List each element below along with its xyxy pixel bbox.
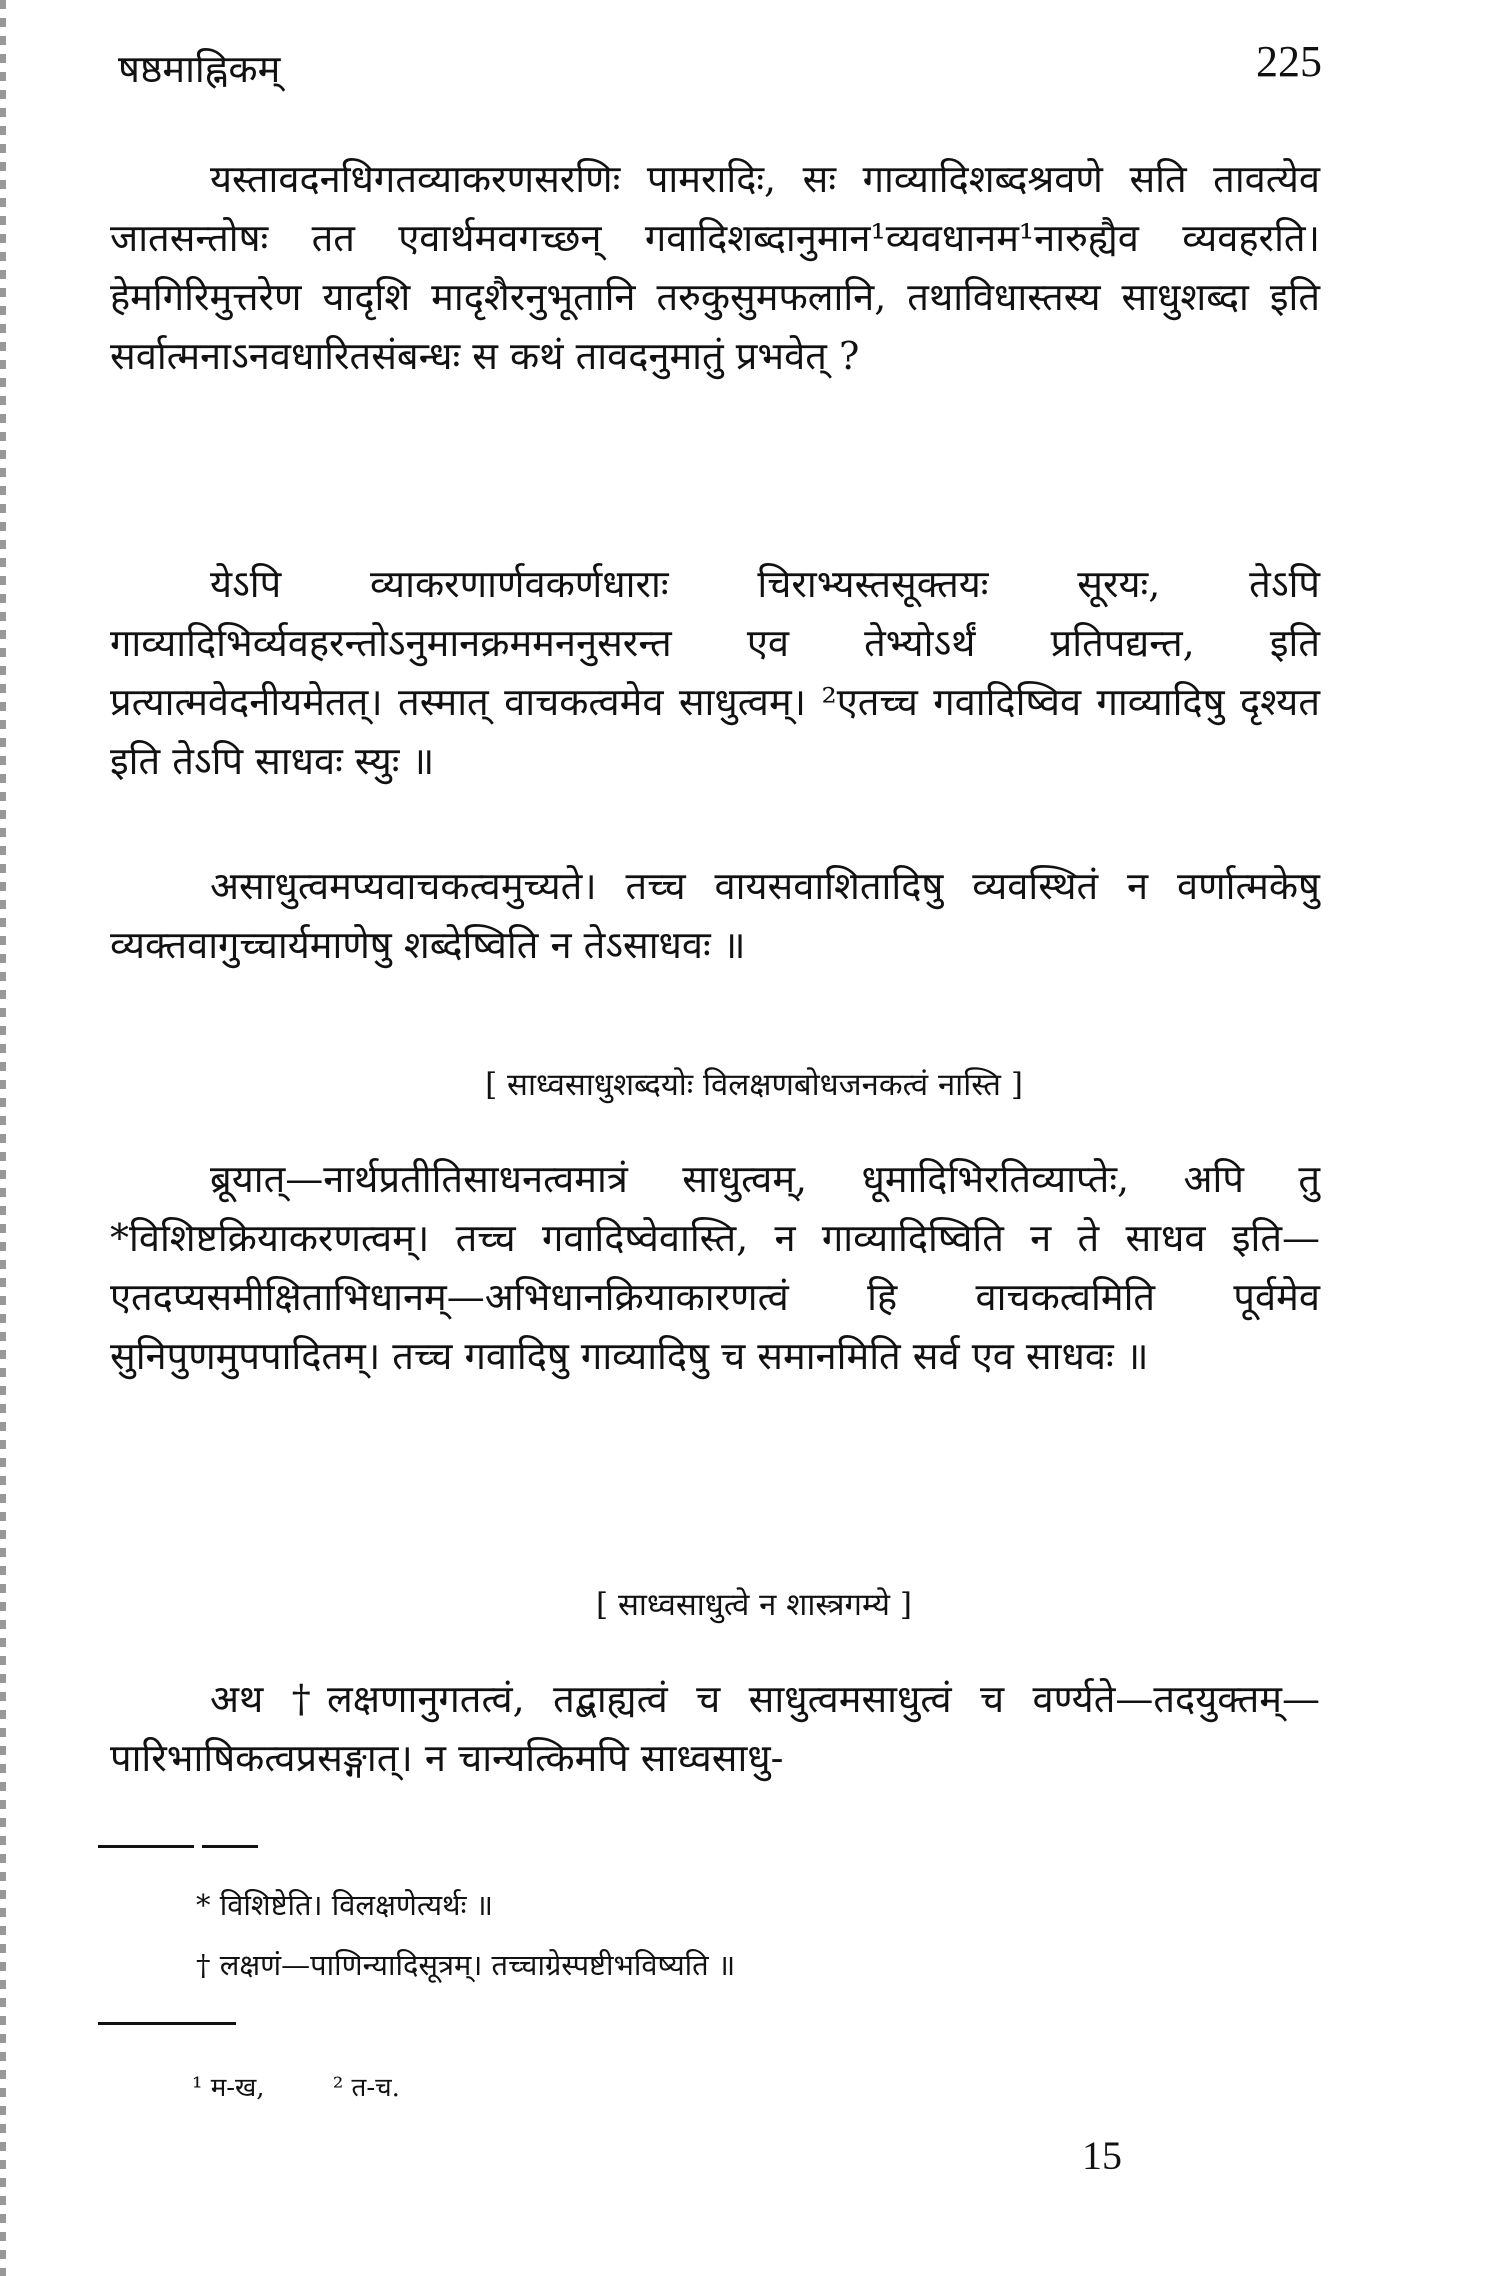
page-number: 225 bbox=[1256, 37, 1322, 86]
footnote-2: † लक्षणं—पाणिन्यादिसूत्रम्। तच्चाग्रेस्पष्टीभविष्यति ॥ bbox=[196, 1948, 736, 1982]
variants-separator-rule bbox=[98, 2022, 236, 2025]
footnote-1: * विशिष्टेति। विलक्षणेत्यर्थः ॥ bbox=[196, 1888, 494, 1922]
paragraph-4: ब्रूयात्—नार्थप्रतीतिसाधनत्वमात्रं साधुत्वम्, धूमादिभिरतिव्याप्तेः, अपि तु *विशिष्टक्रियाकरणत्वम्। तच्च गवादिष्वेवास्ति, न गाव्यादिष्विति न ते साधव इति—एतदप्यसमीक्षिताभिधानम्—अभिधानक्रियाकारणत्वं हि वाचकत्वमिति पूर्वमेव सुनिपुणमुपपादितम्। तच्च गवादिषु गाव्यादिषु च समानमिति सर्व एव साधवः ॥ bbox=[110, 1157, 1320, 1378]
footnote-separator-rule bbox=[98, 1845, 194, 1848]
paragraph-2: येऽपि व्याकरणार्णवकर्णधाराः चिराभ्यस्तसूक्तयः सूरयः, तेऽपि गाव्यादिभिर्व्यवहरन्तोऽनुमानक्रममननुसरन्त एव तेभ्योऽर्थं प्रतिपद्यन्त, इति प्रत्यात्मवेदनीयमेतत्। तस्मात् वाचकत्वमेव साधुत्वम्। ²एतच्च गवादिष्विव गाव्यादिषु दृश्यत इति तेऽपि साधवः स्युः ॥ bbox=[110, 562, 1320, 783]
section-heading-2: [ साध्वसाधुत्वे न शास्त्रगम्ये ] bbox=[596, 1587, 912, 1623]
paragraph-5: अथ †लक्षणानुगतत्वं, तद्बाह्यत्वं च साधुत्वमसाधुत्वं च वर्ण्यते—तदयुक्तम्—पारिभाषिकत्वप्रसङ्गात्। न चान्यत्किमपि साध्वसाधु- bbox=[110, 1677, 1320, 1780]
variant-note-1: ¹ म-ख, bbox=[192, 2073, 265, 2103]
footnotes bbox=[196, 1875, 735, 1995]
section-heading-1: [ साध्वसाधुशब्दयोः विलक्षणबोधजनकत्वं नास्ति ] bbox=[485, 1067, 1023, 1103]
footnote-separator-rule-segment bbox=[202, 1845, 258, 1848]
paragraph-3: असाधुत्वमप्यवाचकत्वमुच्यते। तच्च वायसवाशितादिषु व्यवस्थितं न वर्णात्मकेषु व्यक्तवागुच्चार्यमाणेषु शब्देष्विति न तेऽसाधवः ॥ bbox=[110, 864, 1320, 967]
running-head: षष्ठमाह्निकम् bbox=[118, 47, 281, 91]
paragraph-1: यस्तावदनधिगतव्याकरणसरणिः पामरादिः, सः गाव्यादिशब्दश्रवणे सति तावत्येव जातसन्तोषः तत एवार्थमवगच्छन् गवादिशब्दानुमान¹व्यवधानम¹नारुह्यैव व्यवहरति। हेमगिरिमुत्तरेण यादृशि मादृशैरनुभूतानि तरुकुसुमफलानि, तथाविधास्तस्य साधुशब्दा इति सर्वात्मनाऽनवधारितसंबन्धः स कथं तावदनुमातुं प्रभवेत् ? bbox=[110, 157, 1320, 378]
scan-binding-edge bbox=[0, 0, 6, 2276]
variant-note-2: ² त-च. bbox=[332, 2073, 400, 2103]
variant-readings bbox=[192, 2068, 460, 2104]
signature-mark: 15 bbox=[1082, 2133, 1122, 2178]
